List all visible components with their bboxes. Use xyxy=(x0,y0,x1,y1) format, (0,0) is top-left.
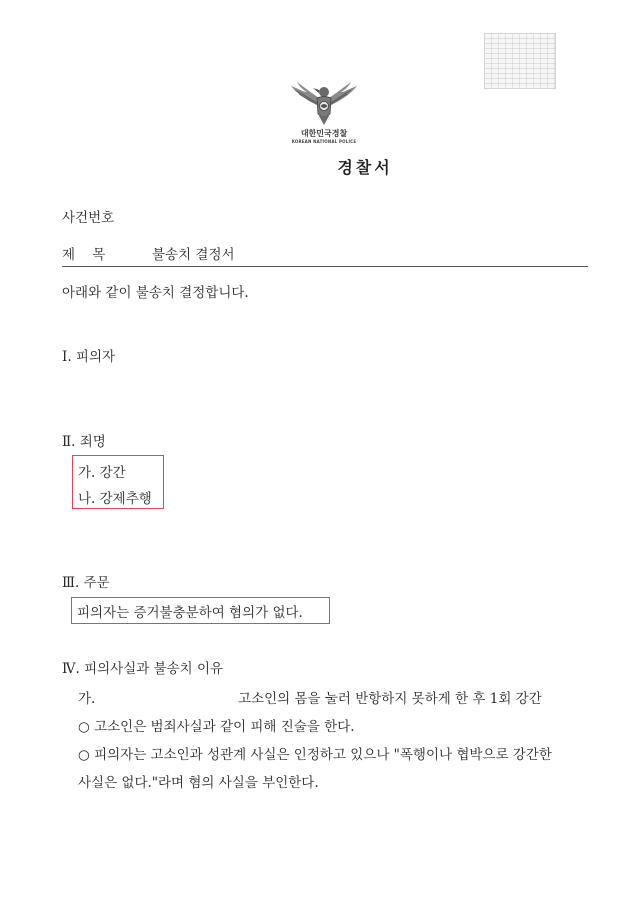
case-number-label: 사건번호 xyxy=(62,210,115,226)
facts-point-1: ○ 고소인은 범죄사실과 같이 피해 진술을 한다. xyxy=(78,719,355,735)
logo-english-text: KOREAN NATIONAL POLICE xyxy=(291,139,357,144)
disposition-text: 피의자는 증거불충분하여 혐의가 없다. xyxy=(77,605,303,621)
section-suspect-heading: Ⅰ. 피의자 xyxy=(62,349,116,365)
section-disposition-heading: Ⅲ. 주문 xyxy=(62,575,110,591)
charge-item: 가. 강간 xyxy=(78,465,126,481)
section-charges-heading: Ⅱ. 죄명 xyxy=(62,434,106,450)
logo-korean-text: 대한민국경찰 xyxy=(300,129,348,138)
facts-item-a-text: 고소인의 몸을 눌러 반항하지 못하게 한 후 1회 강간 xyxy=(238,691,542,707)
title-value: 불송치 결정서 xyxy=(152,247,235,263)
agency-title: 경찰서 xyxy=(337,158,393,177)
intro-text: 아래와 같이 불송치 결정합니다. xyxy=(62,285,249,301)
title-divider xyxy=(62,266,588,267)
section-facts-heading: Ⅳ. 피의사실과 불송치 이유 xyxy=(62,661,224,677)
title-label: 제 목 xyxy=(62,247,106,263)
charge-item: 나. 강제추행 xyxy=(78,491,152,507)
redacted-stamp xyxy=(484,33,556,89)
facts-point-2-line-2: 사실은 없다."라며 혐의 사실을 부인한다. xyxy=(78,775,319,791)
facts-point-2-line-1: ○ 피의자는 고소인과 성관계 사실은 인정하고 있으나 "폭행이나 협박으로 강간한 xyxy=(78,747,552,763)
facts-item-a-label: 가. xyxy=(78,691,96,707)
police-emblem-icon xyxy=(289,78,359,126)
title-row xyxy=(62,243,235,263)
